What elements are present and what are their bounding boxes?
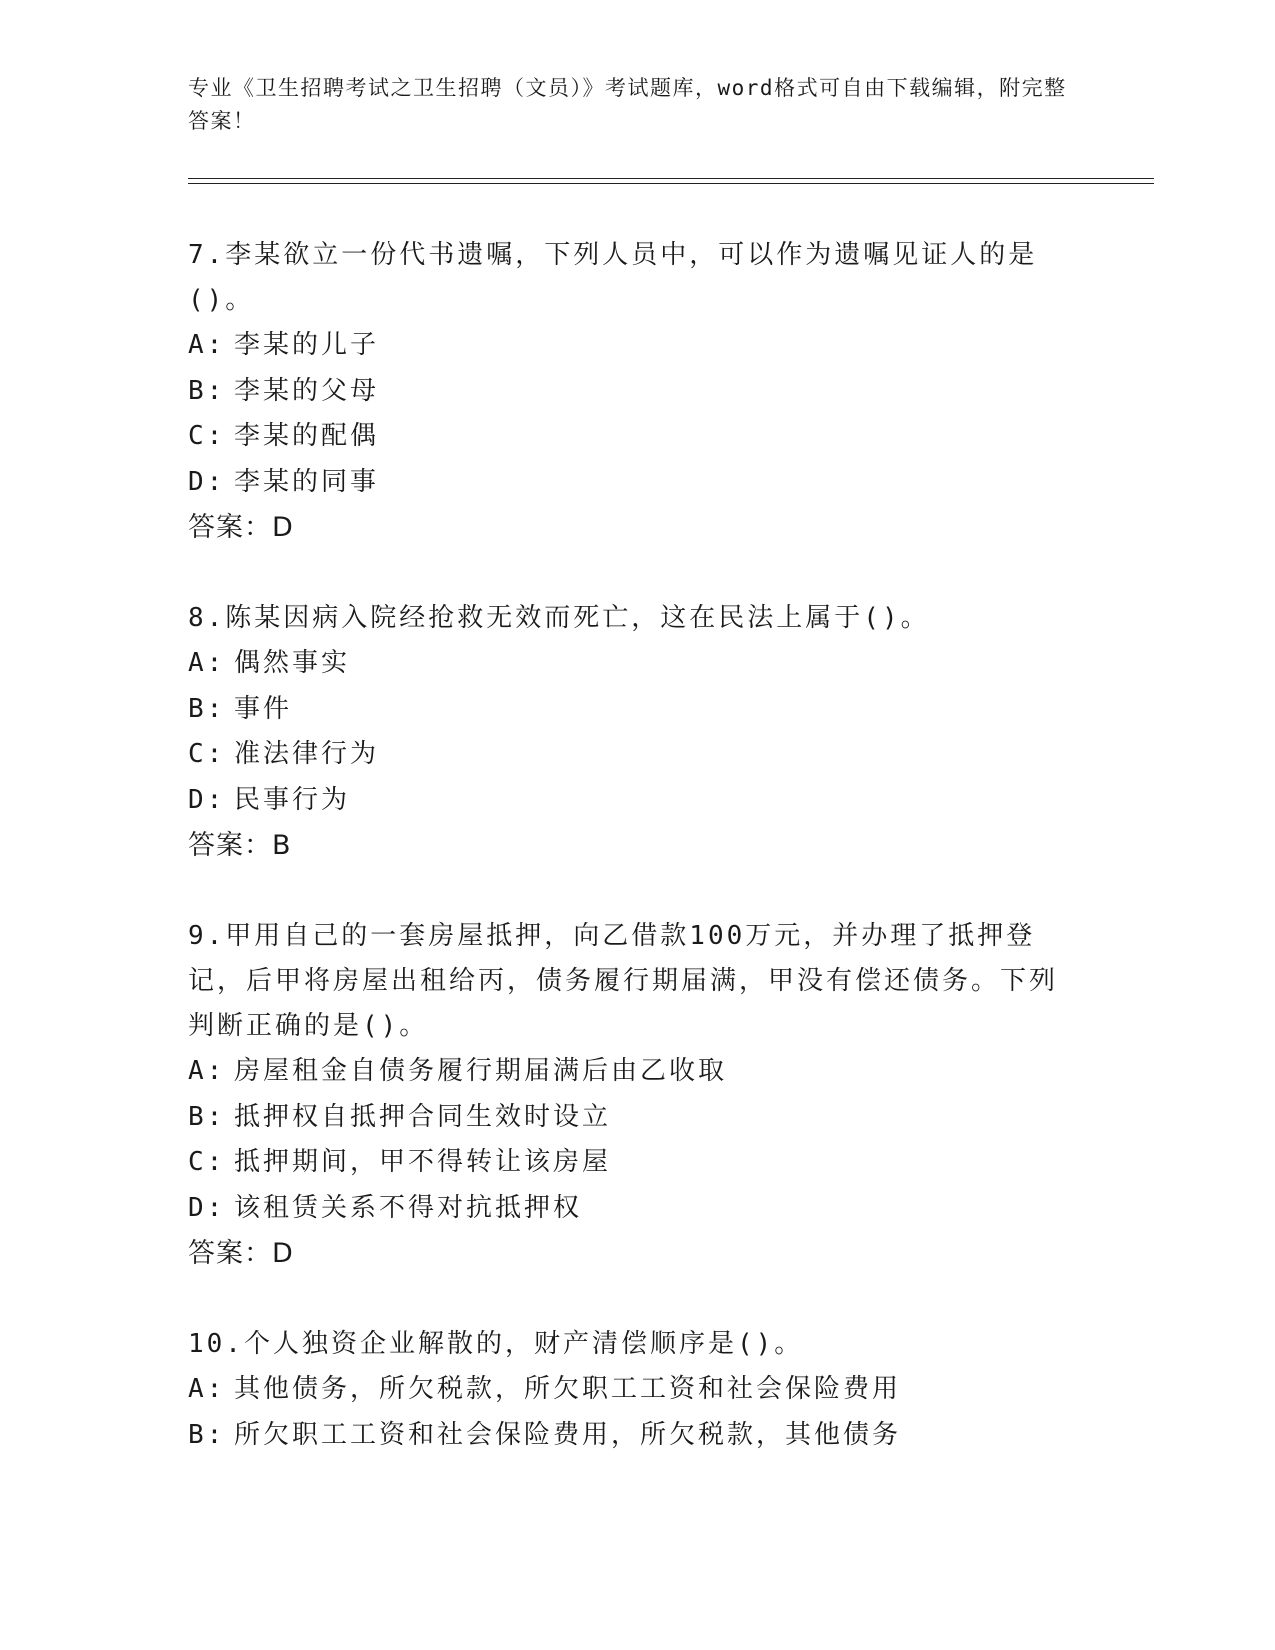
- option-key: B:: [188, 375, 226, 406]
- option-c: [188, 732, 1068, 778]
- option-text: 李某的儿子: [234, 330, 380, 360]
- question-7: [188, 233, 1068, 551]
- option-text: 李某的配偶: [234, 421, 380, 451]
- option-key: C:: [188, 1147, 226, 1177]
- option-key: B:: [188, 1419, 226, 1450]
- option-b: [188, 1095, 1068, 1141]
- option-a: [188, 1367, 1068, 1413]
- option-d: [188, 460, 1068, 506]
- option-b: [188, 369, 1068, 415]
- option-text: 房屋租金自债务履行期届满后由乙收取: [234, 1056, 728, 1086]
- option-text: 准法律行为: [234, 739, 380, 769]
- answer-line: 答案：D: [188, 512, 294, 543]
- question-stem: 9.甲用自己的一套房屋抵押，向乙借款100万元，并办理了抵押登记，后甲将房屋出租给丙，债务履行期届满，甲没有偿还债务。下列判断正确的是()。: [188, 921, 1059, 1041]
- question-list: [188, 233, 1068, 1458]
- option-d: [188, 778, 1068, 824]
- option-key: C:: [188, 739, 226, 769]
- option-a: [188, 323, 1068, 369]
- option-key: B:: [188, 693, 226, 724]
- option-key: A:: [188, 1374, 226, 1404]
- option-text: 李某的同事: [234, 466, 380, 497]
- option-key: C:: [188, 421, 226, 451]
- question-stem: 7.李某欲立一份代书遗嘱，下列人员中，可以作为遗嘱见证人的是()。: [188, 240, 1038, 315]
- option-text: 该租赁关系不得对抗抵押权: [234, 1192, 583, 1223]
- option-key: A:: [188, 330, 226, 360]
- question-8: [188, 596, 1068, 869]
- header-divider-bottom: [188, 183, 1154, 184]
- option-c: [188, 414, 1068, 460]
- answer-line: 答案：D: [188, 1238, 294, 1269]
- answer-line: 答案：B: [188, 830, 292, 861]
- option-key: A:: [188, 648, 226, 678]
- option-key: A:: [188, 1056, 226, 1086]
- question-stem: 10.个人独资企业解散的，财产清偿顺序是()。: [188, 1329, 804, 1359]
- question-9: [188, 914, 1068, 1277]
- option-text: 李某的父母: [234, 375, 380, 406]
- option-b: [188, 1413, 1068, 1459]
- option-text: 抵押期间，甲不得转让该房屋: [234, 1147, 612, 1177]
- option-c: [188, 1140, 1068, 1186]
- option-key: D:: [188, 784, 226, 815]
- option-key: D:: [188, 466, 226, 497]
- option-a: [188, 1049, 1068, 1095]
- question-10: [188, 1322, 1068, 1458]
- option-key: B:: [188, 1101, 226, 1132]
- option-text: 其他债务，所欠税款，所欠职工工资和社会保险费用: [234, 1374, 902, 1404]
- option-text: 所欠职工工资和社会保险费用，所欠税款，其他债务: [234, 1419, 902, 1450]
- document-header: 专业《卫生招聘考试之卫生招聘（文员）》考试题库，word格式可自由下载编辑，附完整答案！: [188, 76, 1067, 133]
- option-d: [188, 1186, 1068, 1232]
- option-b: [188, 687, 1068, 733]
- option-text: 抵押权自抵押合同生效时设立: [234, 1101, 612, 1132]
- option-text: 偶然事实: [234, 648, 351, 678]
- option-text: 事件: [234, 693, 293, 724]
- option-key: D:: [188, 1192, 226, 1223]
- option-a: [188, 641, 1068, 687]
- header-divider-top: [188, 178, 1154, 179]
- option-text: 民事行为: [234, 784, 351, 815]
- question-stem: 8.陈某因病入院经抢救无效而死亡，这在民法上属于()。: [188, 603, 930, 633]
